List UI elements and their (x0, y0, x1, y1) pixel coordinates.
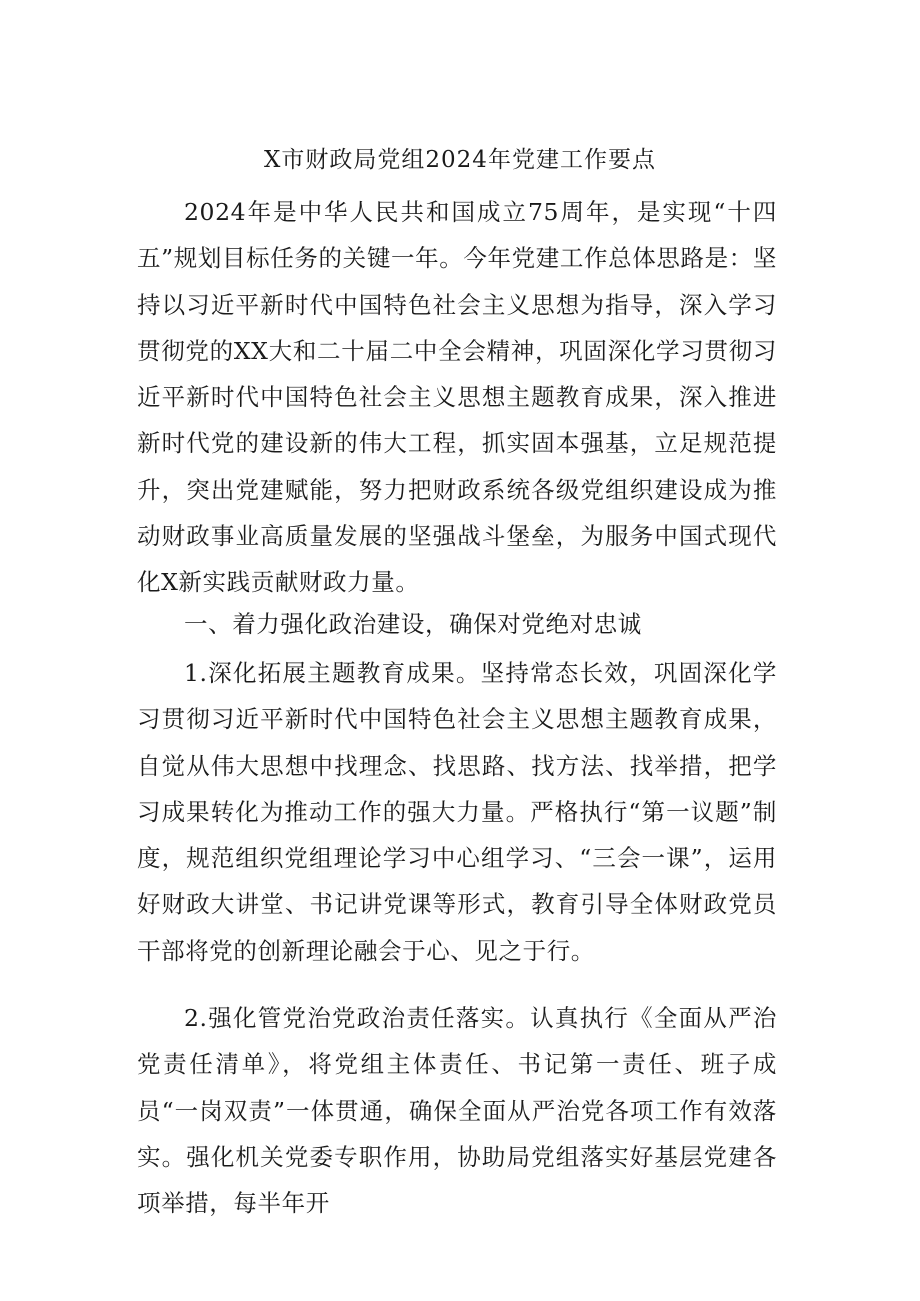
document-title: X市财政局党组2024年党建工作要点 (264, 147, 656, 173)
section-heading-1: 一、着力强化政治建设，确保对党绝对忠诚 (184, 610, 642, 638)
intro-paragraph: 2024年是中华人民共和国成立75周年，是实现“十四五”规划目标任务的关键一年。今年党建工作总体思路是：坚持以习近平新时代中国特色社会主义思想为指导，深入学习贯彻党的XX大和二十届二中全会精神，巩固深化学习贯彻习近平新时代中国特色社会主义思想主题教育成果，深入推进新时代党的建设新的伟大工程，抓实固本强基，立足规范提升，突出党建赋能，努力把财政系统各级党组织建设成为推动财政事业高质量发展的坚强战斗堡垒，为服务中国式现代化X新实践贡献财政力量。 (137, 198, 777, 597)
item-paragraph-2: 2.强化管党治党政治责任落实。认真执行《全面从严治党责任清单》，将党组主体责任、书记第一责任、班子成员“一岗双责”一体贯通，确保全面从严治党各项工作有效落实。强化机关党委专职作用，协助局党组落实好基层党建各项举措，每半年开 (137, 1004, 777, 1218)
item-paragraph-1: 1.深化拓展主题教育成果。坚持常态长效，巩固深化学习贯彻习近平新时代中国特色社会主义思想主题教育成果，自觉从伟大思想中找理念、找思路、找方法、找举措，把学习成果转化为推动工作的强大力量。严格执行“第一议题”制度，规范组织党组理论学习中心组学习、“三会一课”，运用好财政大讲堂、书记讲党课等形式，教育引导全体财政党员干部将党的创新理论融会于心、见之于行。 (137, 659, 777, 965)
